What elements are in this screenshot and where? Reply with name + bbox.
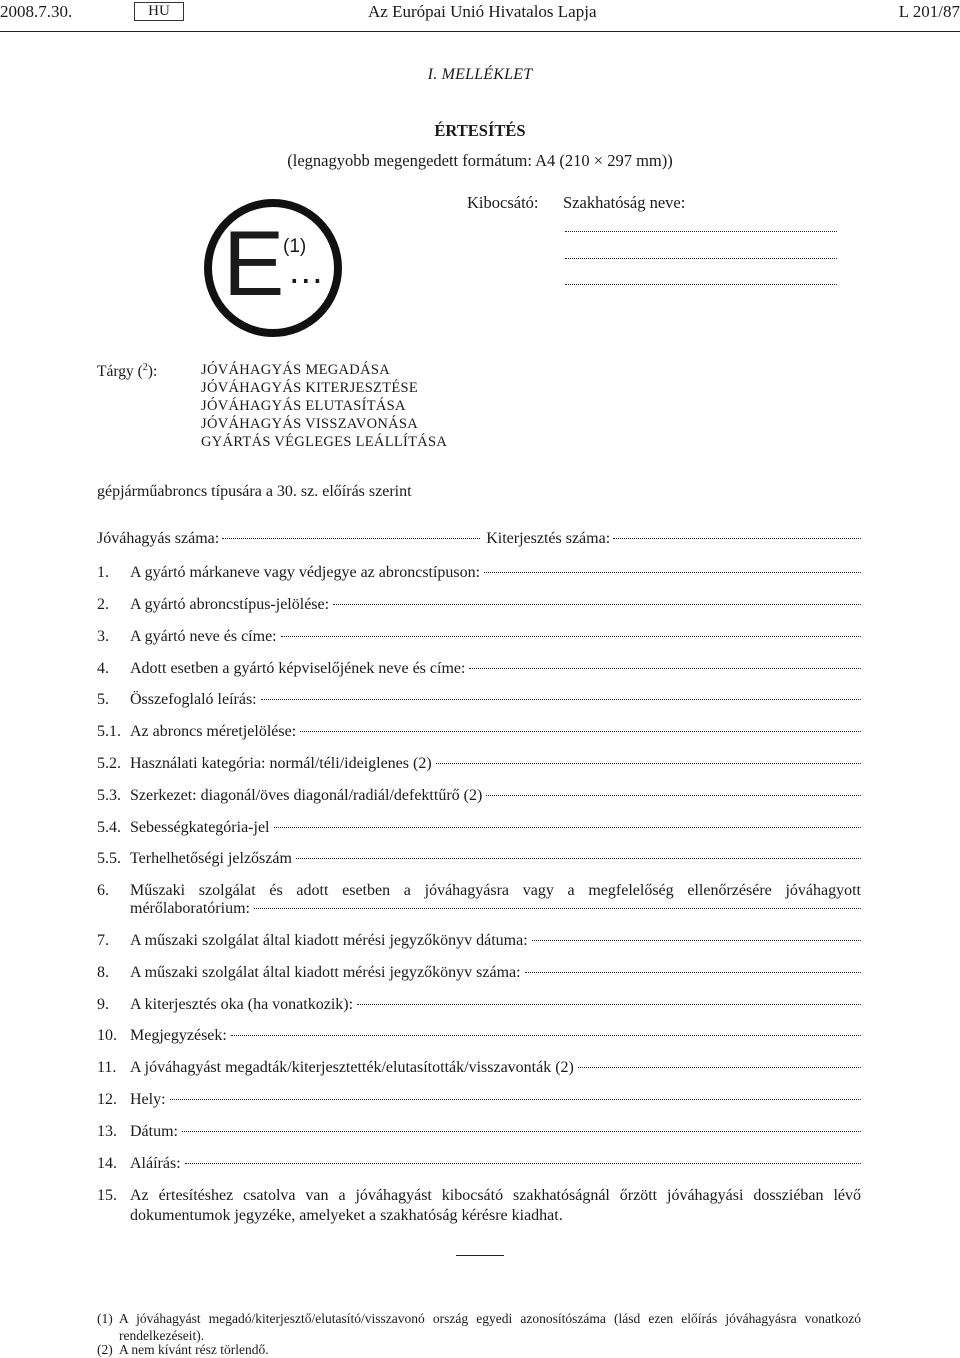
regulation-intro: gépjárműabroncs típusára a 30. sz. előírás szerint: [97, 483, 412, 500]
approval-number-label: Jóváhagyás száma:: [97, 530, 220, 547]
item-label: Hely:: [130, 1091, 166, 1108]
item-field[interactable]: [182, 1131, 861, 1132]
issuer-label: Kibocsátó:: [467, 193, 539, 212]
document-title: ÉRTESÍTÉS: [434, 121, 526, 140]
item-field[interactable]: [274, 827, 862, 828]
item-field[interactable]: [333, 604, 861, 605]
item-number: 4.: [97, 660, 109, 677]
footnote-text: A jóváhagyást megadó/kiterjesztő/elutasító/visszavonó ország egyedi azonosítószáma (lásd ezen előírás jóváhagyásra vonatkozó rendelkezéseit).: [119, 1311, 861, 1343]
journal-title: Az Európai Unió Hivatalos Lapja: [368, 2, 597, 21]
subject-label: Tárgy ($^2$):: [97, 362, 158, 381]
item-number: 9.: [97, 996, 109, 1013]
authority-name-line-3[interactable]: [565, 284, 837, 285]
header-divider: [0, 31, 960, 32]
item-number: 7.: [97, 932, 109, 949]
extension-number-field[interactable]: [613, 538, 861, 539]
authority-name-line-1[interactable]: [565, 231, 837, 232]
item-label: A műszaki szolgálat által kiadott mérési jegyzőkönyv dátuma:: [130, 932, 528, 949]
item-number: 11.: [97, 1059, 117, 1076]
item-label: Megjegyzések:: [130, 1027, 227, 1044]
item-field[interactable]: [486, 795, 861, 796]
item-label: Szerkezet: diagonál/öves diagonál/radiál/defekttűrő (2): [130, 787, 483, 804]
item-number: 6.: [97, 882, 109, 899]
authority-name-label: Szakhatóság neve:: [563, 193, 686, 212]
item-number: 14.: [97, 1155, 117, 1172]
authority-name-line-2[interactable]: [565, 258, 837, 259]
item-field[interactable]: [300, 731, 861, 732]
approval-number-row: [97, 530, 861, 548]
item-number: 5.4.: [97, 819, 121, 836]
item-label: Az értesítéshez csatolva van a jóváhagyást kibocsátó szakhatóságnál őrzött jóváhagyási dossziéban lévő dokumentumok jegyzéke, amelyeket a szakhatóság kérésre kiadhat.: [130, 1187, 861, 1224]
subject-option-extension[interactable]: JÓVÁHAGYÁS KITERJESZTÉSE: [201, 380, 419, 396]
footnote-1: [97, 1310, 861, 1344]
item-field[interactable]: [469, 668, 861, 669]
item-label-continuation: mérőlaboratórium:: [130, 900, 250, 917]
item-field[interactable]: [532, 940, 861, 941]
subject-option-withdrawal[interactable]: JÓVÁHAGYÁS VISSZAVONÁSA: [201, 416, 419, 432]
item-label: A gyártó neve és címe:: [130, 628, 277, 645]
subject-option-production-discontinued[interactable]: GYÁRTÁS VÉGLEGES LEÁLLÍTÁSA: [201, 434, 448, 450]
item-field[interactable]: [578, 1067, 861, 1068]
extension-number-label: Kiterjesztés száma:: [486, 530, 611, 547]
item-label: Használati kategória: normál/téli/ideiglenes (2): [130, 755, 432, 772]
subject-option-refusal[interactable]: JÓVÁHAGYÁS ELUTASÍTÁSA: [201, 398, 406, 414]
item-number: 12.: [97, 1091, 117, 1108]
item-field[interactable]: [231, 1035, 861, 1036]
footnote-mark: (1): [97, 1311, 113, 1326]
item-label: Adott esetben a gyártó képviselőjének neve és címe:: [130, 660, 466, 677]
item-number: 5.3.: [97, 787, 121, 804]
item-label: A gyártó abroncstípus-jelölése:: [130, 596, 330, 613]
item-number: 2.: [97, 596, 109, 613]
approval-mark: [203, 198, 343, 338]
item-number: 5.: [97, 691, 109, 708]
item-number: 13.: [97, 1123, 117, 1140]
item-number: 5.5.: [97, 850, 121, 867]
mark-number-placeholder: ...: [289, 250, 324, 292]
item-field[interactable]: [525, 972, 861, 973]
item-label: Műszaki szolgálat és adott esetben a jóváhagyásra vagy a megfelelőség ellenőrzésére jóváhagyott: [130, 882, 861, 899]
header-page-number: L 201/87: [898, 2, 960, 21]
item-number: 3.: [97, 628, 109, 645]
subject-option-grant[interactable]: JÓVÁHAGYÁS MEGADÁSA: [201, 362, 390, 378]
footnote-separator: [456, 1255, 504, 1256]
language-code-box: HU: [134, 2, 184, 21]
approval-number-field[interactable]: [222, 538, 480, 539]
footnote-text: A nem kívánt rész törlendő.: [119, 1342, 269, 1357]
item-number: 15.: [97, 1187, 117, 1204]
item-label: Az abroncs méretjelölése:: [130, 723, 297, 740]
item-field[interactable]: [357, 1004, 861, 1005]
item-label: Dátum:: [130, 1123, 178, 1140]
item-field[interactable]: [261, 699, 861, 700]
item-label: A műszaki szolgálat által kiadott mérési jegyzőkönyv száma:: [130, 964, 521, 981]
item-number: 5.2.: [97, 755, 121, 772]
footnote-2: [97, 1341, 861, 1358]
item-label: A gyártó márkaneve vagy védjegye az abroncstípuson:: [130, 564, 481, 581]
item-label: A jóváhagyást megadták/kiterjesztették/elutasították/visszavonták (2): [130, 1059, 574, 1076]
item-field[interactable]: [185, 1163, 861, 1164]
item-number: 10.: [97, 1027, 117, 1044]
item-field[interactable]: [281, 636, 861, 637]
item-number: 1.: [97, 564, 109, 581]
mark-footnote-ref: (1): [283, 236, 307, 257]
footnote-mark: (2): [97, 1342, 113, 1357]
format-note: (legnagyobb megengedett formátum: A4 (210 × 297 mm)): [287, 151, 673, 170]
item-label: A kiterjesztés oka (ha vonatkozik):: [130, 996, 354, 1013]
item-label: Sebességkategória-jel: [130, 819, 270, 836]
subject-options: [201, 361, 447, 451]
header-date: 2008.7.30.: [0, 2, 73, 21]
item-field[interactable]: [296, 858, 861, 859]
item-number: 8.: [97, 964, 109, 981]
item-field[interactable]: [436, 763, 861, 764]
item-number: 5.1.: [97, 723, 121, 740]
item-label: Aláírás:: [130, 1155, 181, 1172]
item-field[interactable]: [484, 572, 861, 573]
mark-letter-e: E: [223, 213, 285, 315]
item-label: Terhelhetőségi jelzőszám: [130, 850, 292, 867]
annex-title: I. MELLÉKLET: [427, 66, 533, 83]
item-field[interactable]: [254, 908, 861, 909]
item-label: Összefoglaló leírás:: [130, 691, 257, 708]
item-field[interactable]: [170, 1099, 861, 1100]
